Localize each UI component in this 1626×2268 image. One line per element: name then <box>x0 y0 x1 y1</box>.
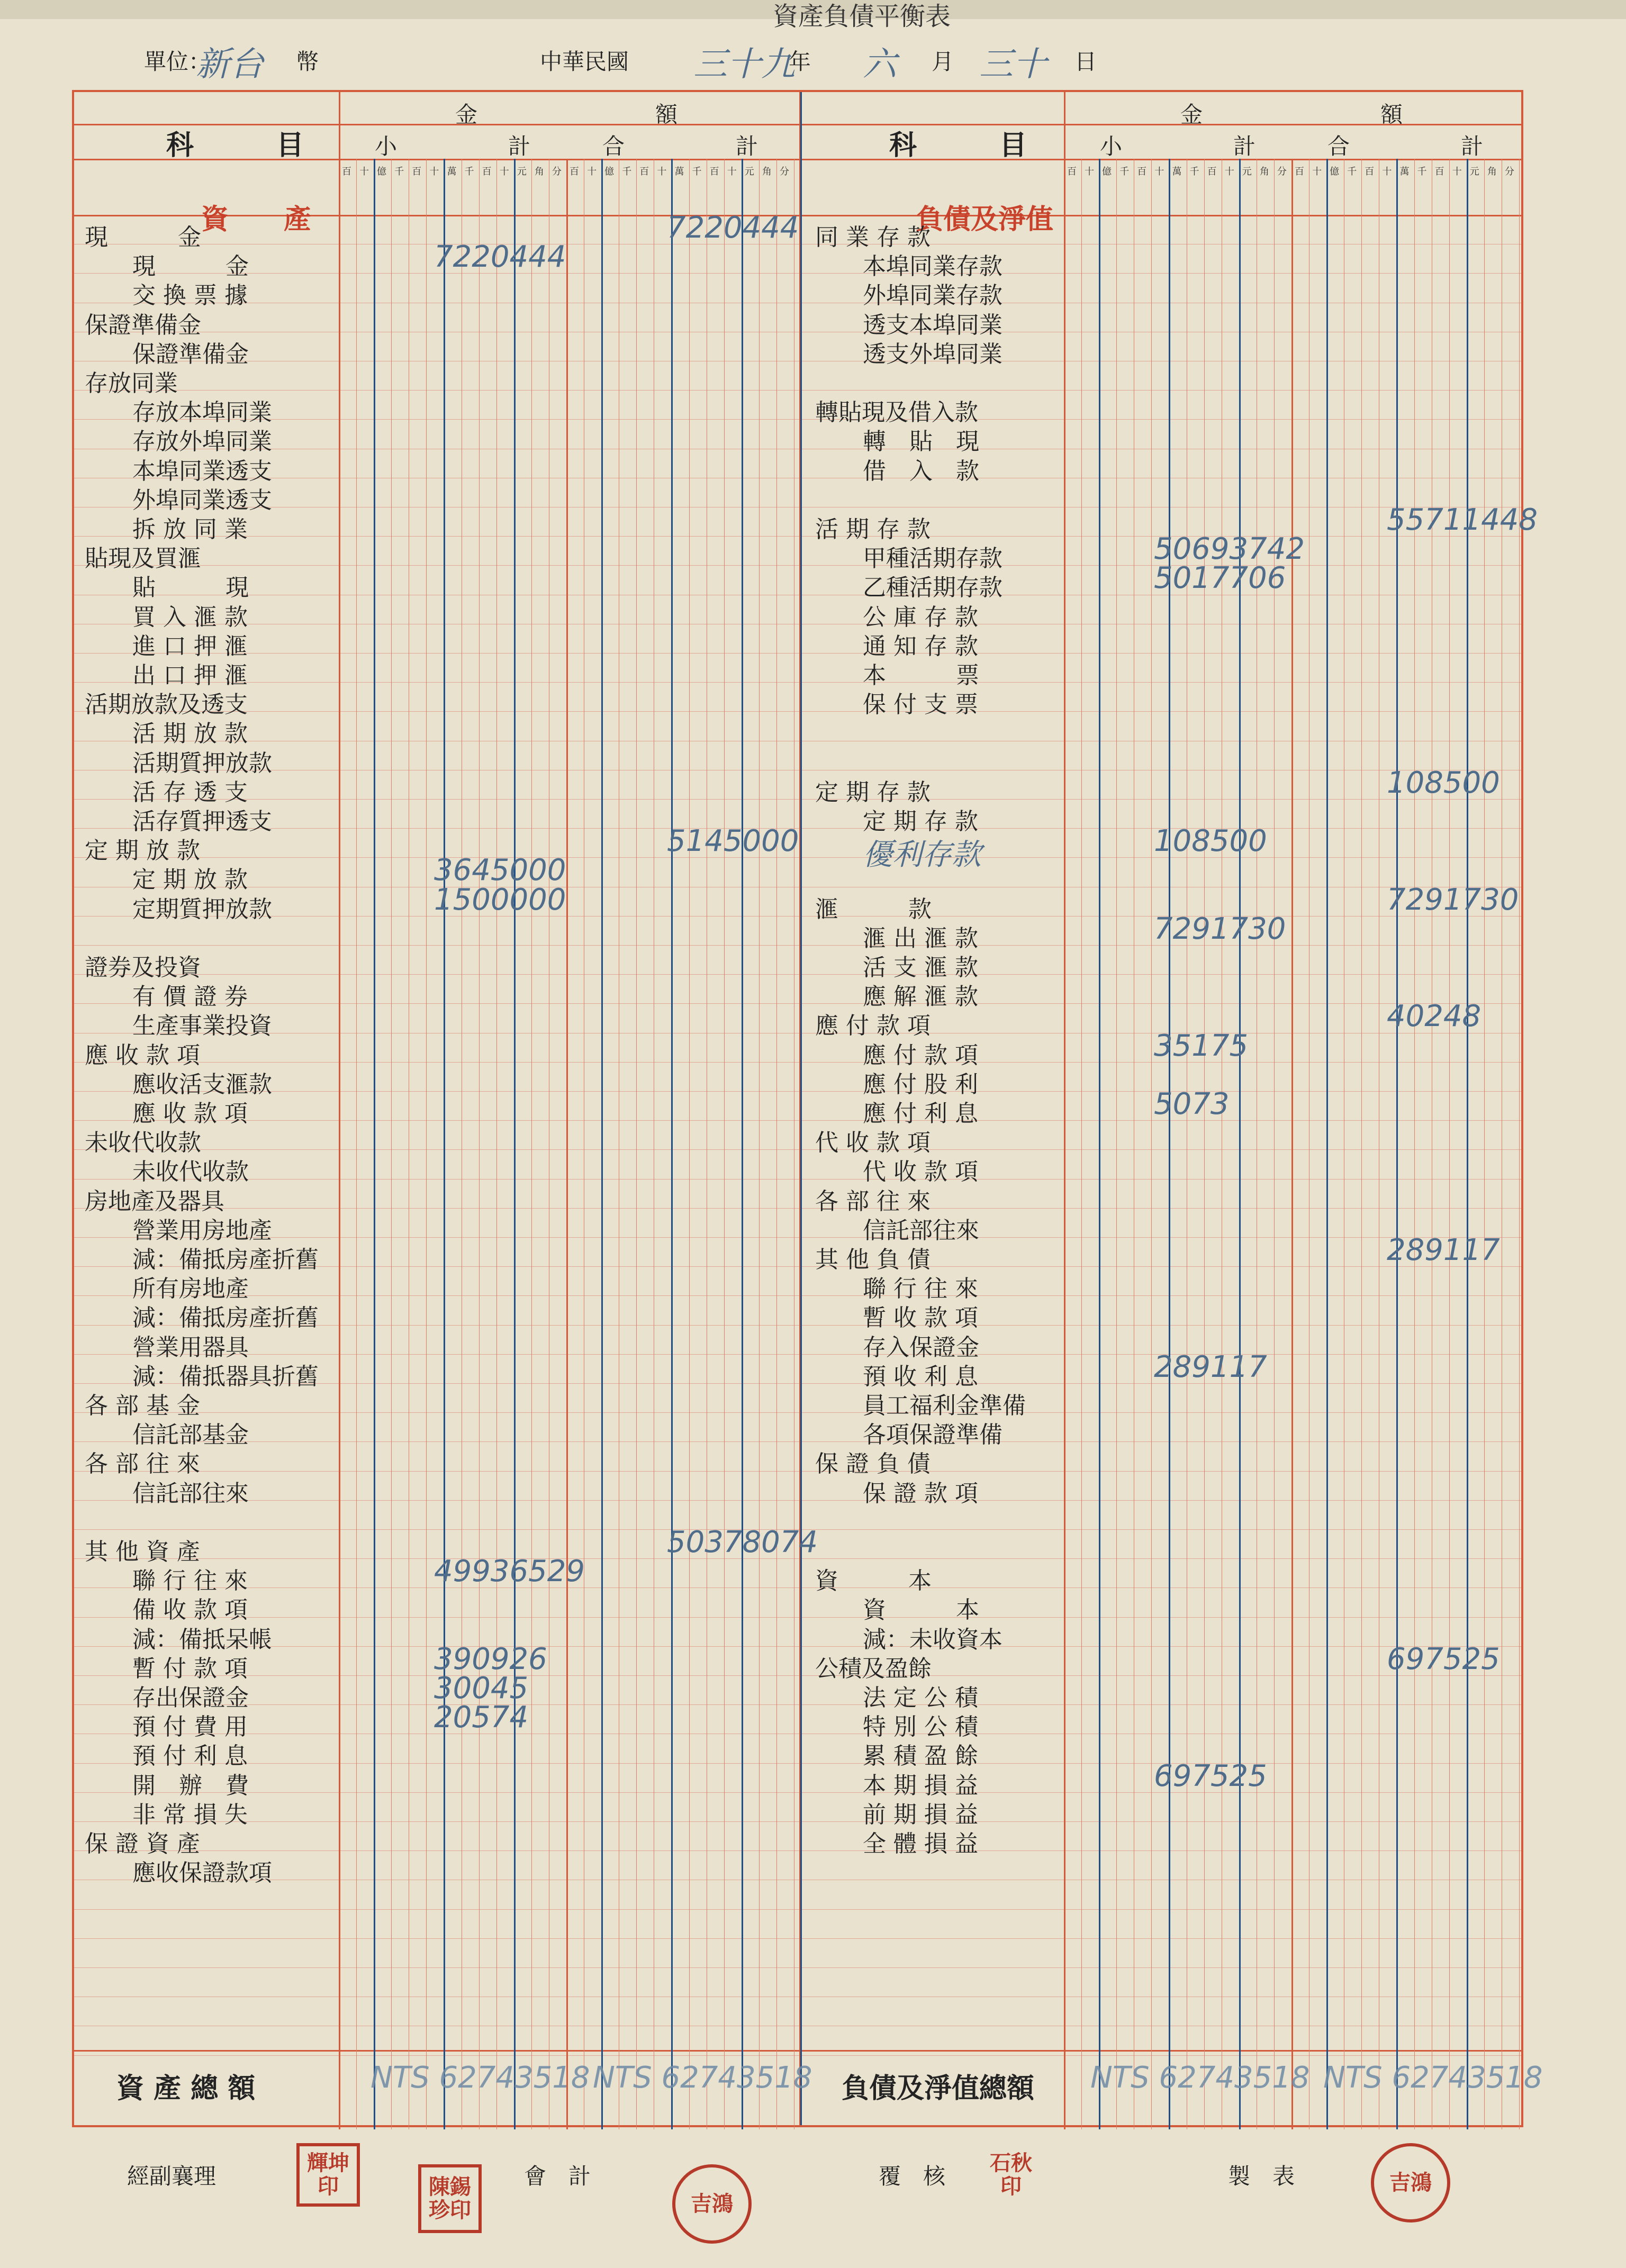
digit-label: 千 <box>1417 166 1427 177</box>
row-rule <box>74 799 1521 800</box>
digit-label: 億 <box>1102 166 1112 177</box>
digit-label: 十 <box>1452 166 1462 177</box>
digit-label: 萬 <box>1172 166 1182 177</box>
row-rule <box>74 916 1521 917</box>
digit-label: 百 <box>709 166 719 177</box>
row-label: 代 收 款 項 <box>815 1129 931 1157</box>
row-label: 存放本埠同業 <box>132 399 272 427</box>
reviewer-seal: 石秋印 <box>990 2151 1032 2199</box>
row-rule <box>74 419 1521 420</box>
row-total: 40248 <box>1387 999 1482 1034</box>
digit-label: 億 <box>377 166 387 177</box>
row-label: 預 收 利 息 <box>863 1363 978 1390</box>
row-label: 外埠同業存款 <box>863 282 1002 310</box>
row-label: 資 本 <box>815 1567 932 1595</box>
row-label: 甲種活期存款 <box>863 545 1002 573</box>
digit-rule <box>426 159 427 2129</box>
digit-label: 千 <box>394 166 404 177</box>
row-label: 存入保證金 <box>863 1333 979 1361</box>
row-rule <box>74 1179 1521 1180</box>
digit-label: 百 <box>1207 166 1217 177</box>
row-label: 保 證 款 項 <box>863 1480 978 1507</box>
row-label: 定 期 存 款 <box>863 808 978 835</box>
digit-rule <box>1151 159 1152 2129</box>
row-label: 本 期 損 益 <box>863 1772 978 1799</box>
digit-label: 千 <box>1189 166 1199 177</box>
digit-label: 元 <box>1242 166 1252 177</box>
row-label: 轉 貼 現 <box>863 428 979 456</box>
liabilities-total-total: NTS 62743518 <box>1323 2061 1543 2095</box>
row-label: 各 部 基 金 <box>85 1392 200 1419</box>
seal-stamp: 陳錫珍印 <box>418 2164 482 2233</box>
row-label: 本 票 <box>863 662 979 689</box>
digit-rule <box>636 159 637 2129</box>
digit-label: 百 <box>412 166 422 177</box>
row-rule <box>74 1938 1521 1939</box>
digit-rule <box>1414 159 1415 2129</box>
digit-label: 百 <box>482 166 492 177</box>
row-label: 其 他 負 債 <box>815 1246 931 1273</box>
column-rule <box>1064 92 1065 2125</box>
row-rule <box>74 1646 1521 1647</box>
row-subtotal: 5017706 <box>1154 561 1286 596</box>
row-label: 減：備抵器具折舊 <box>132 1363 319 1390</box>
row-rule <box>74 1003 1521 1004</box>
digit-rule <box>671 159 673 2129</box>
row-rule <box>74 1500 1521 1501</box>
subtotal-header-left: 小 計 <box>374 133 530 159</box>
date-prefix: 中華民國 <box>540 49 629 75</box>
row-label: 法 定 公 積 <box>863 1684 978 1711</box>
digit-rule <box>742 159 743 2129</box>
row-subtotal: 3645000 <box>434 853 566 888</box>
row-label: 保 付 支 票 <box>863 691 978 719</box>
account-header-right: 科 目 <box>889 129 1027 161</box>
row-label: 存出保證金 <box>132 1684 249 1711</box>
row-label: 優利存款 <box>863 838 981 873</box>
digit-rule <box>1361 159 1362 2129</box>
digit-rule <box>1449 159 1450 2129</box>
row-label: 應收保證款項 <box>132 1859 272 1887</box>
liabilities-total-sub: NTS 62743518 <box>1090 2061 1310 2095</box>
row-label: 應收活支滙款 <box>132 1071 272 1098</box>
row-label: 保 證 負 債 <box>815 1450 931 1478</box>
row-subtotal: 5073 <box>1154 1087 1230 1121</box>
row-rule <box>74 1412 1521 1413</box>
row-label: 聯 行 往 來 <box>863 1275 978 1303</box>
accountant-label: 會 計 <box>524 2163 591 2189</box>
row-total: 7291730 <box>1387 882 1519 917</box>
digit-rule <box>531 159 532 2129</box>
row-label: 證券及投資 <box>85 954 201 981</box>
row-rule <box>74 1792 1521 1793</box>
header-rule <box>74 2050 1521 2052</box>
row-rule <box>74 945 1521 946</box>
row-rule <box>74 1208 1521 1209</box>
row-label: 減：備抵房產折舊 <box>132 1246 319 1273</box>
assets-total-sub: NTS 62743518 <box>371 2061 590 2095</box>
digit-label: 元 <box>744 166 754 177</box>
month-label: 月 <box>932 49 954 75</box>
row-rule <box>74 1617 1521 1618</box>
reviewer-label: 覆 核 <box>879 2163 946 2189</box>
row-label: 特 別 公 積 <box>863 1713 978 1741</box>
row-label: 減：備抵呆帳 <box>132 1626 272 1653</box>
row-rule <box>74 711 1521 712</box>
year-value: 三十九 <box>693 45 795 84</box>
row-rule <box>74 1763 1521 1764</box>
digit-label: 十 <box>727 166 737 177</box>
row-label: 活期質押放款 <box>132 749 272 777</box>
digit-label: 角 <box>534 166 544 177</box>
unit-suffix: 幣 <box>296 49 319 75</box>
digit-label: 十 <box>1312 166 1322 177</box>
digit-label: 十 <box>1085 166 1095 177</box>
row-rule <box>74 1295 1521 1296</box>
digit-label: 元 <box>517 166 527 177</box>
row-label: 公積及盈餘 <box>815 1655 932 1682</box>
digit-label: 百 <box>342 166 351 177</box>
unit-value: 新台 <box>196 45 264 84</box>
row-label: 借 入 款 <box>863 457 979 485</box>
digit-rule <box>444 159 445 2129</box>
digit-rule <box>1467 159 1468 2129</box>
row-rule <box>74 1587 1521 1588</box>
row-total: 289117 <box>1387 1233 1500 1267</box>
row-label: 保證準備金 <box>132 340 249 368</box>
accountant-seal: 吉鴻 <box>672 2164 752 2244</box>
row-subtotal: 7291730 <box>1154 911 1286 946</box>
row-total: 55711448 <box>1387 503 1538 537</box>
row-subtotal: 289117 <box>1154 1349 1267 1384</box>
digit-label: 千 <box>692 166 702 177</box>
digit-label: 分 <box>1504 166 1514 177</box>
digit-label: 十 <box>499 166 509 177</box>
row-label: 營業用器具 <box>132 1333 249 1361</box>
row-label: 代 收 款 項 <box>863 1158 978 1186</box>
row-rule <box>74 1120 1521 1121</box>
row-total: 7220444 <box>667 211 799 245</box>
digit-label: 億 <box>604 166 615 177</box>
digit-rule <box>1204 159 1205 2129</box>
row-label: 存放外埠同業 <box>132 428 272 456</box>
digit-rule <box>356 159 357 2129</box>
ledger-frame <box>72 90 1543 2127</box>
liabilities-heading: 負債及淨值 <box>916 203 1054 235</box>
digit-label: 角 <box>762 166 772 177</box>
row-label: 交 換 票 據 <box>132 282 248 310</box>
digit-label: 千 <box>1347 166 1357 177</box>
digit-label: 十 <box>429 166 439 177</box>
row-subtotal: 35175 <box>1154 1028 1249 1063</box>
row-label: 乙種活期存款 <box>863 574 1002 602</box>
row-label: 活存質押透支 <box>132 808 272 835</box>
row-subtotal: 49936529 <box>434 1554 585 1589</box>
row-label: 外埠同業透支 <box>132 486 272 514</box>
row-total: 108500 <box>1387 765 1500 800</box>
assets-total-label: 資 產 總 額 <box>116 2072 256 2104</box>
digit-label: 萬 <box>1399 166 1410 177</box>
digit-label: 十 <box>587 166 597 177</box>
row-label: 有 價 證 券 <box>132 983 248 1011</box>
row-label: 應 付 款 項 <box>815 1012 931 1040</box>
digit-rule <box>1116 159 1117 2129</box>
row-label: 備 收 款 項 <box>132 1596 248 1624</box>
digit-rule <box>1484 159 1485 2129</box>
row-label: 同 業 存 款 <box>815 224 931 251</box>
day-label: 日 <box>1074 49 1097 75</box>
row-rule <box>74 1967 1521 1968</box>
digit-rule <box>391 159 392 2129</box>
digit-label: 億 <box>1330 166 1340 177</box>
row-label: 員工福利金準備 <box>863 1392 1026 1419</box>
row-label: 全 體 損 益 <box>863 1830 978 1857</box>
digit-rule <box>601 159 603 2129</box>
row-label: 開 辦 費 <box>132 1772 249 1799</box>
assets-total-total: NTS 62743518 <box>593 2061 812 2095</box>
total-header-left: 合 計 <box>602 133 758 159</box>
row-rule <box>74 1821 1521 1822</box>
digit-label: 百 <box>639 166 649 177</box>
row-label: 應 收 款 項 <box>132 1100 248 1127</box>
amount-header-left: 金 額 <box>455 102 678 128</box>
digit-label: 元 <box>1469 166 1479 177</box>
row-label: 活期放款及透支 <box>85 691 248 719</box>
row-label: 存放同業 <box>85 370 178 397</box>
digit-label: 萬 <box>447 166 457 177</box>
digit-label: 十 <box>1382 166 1392 177</box>
row-rule <box>74 682 1521 683</box>
row-label: 暫 收 款 項 <box>863 1304 978 1332</box>
row-label: 保 證 資 產 <box>85 1830 200 1857</box>
row-rule <box>74 1149 1521 1150</box>
row-rule <box>74 273 1521 274</box>
row-label: 滙 出 滙 款 <box>863 924 978 952</box>
row-label: 定期質押放款 <box>132 895 272 923</box>
row-label: 暫 付 款 項 <box>132 1655 248 1682</box>
digit-rule <box>1239 159 1241 2129</box>
row-label: 貼現及買滙 <box>85 545 201 573</box>
amount-header-right: 金 額 <box>1180 102 1403 128</box>
row-label: 減：備抵房產折舊 <box>132 1304 319 1332</box>
digit-label: 百 <box>1434 166 1444 177</box>
column-rule <box>339 92 340 2125</box>
row-label: 其 他 資 產 <box>85 1538 200 1565</box>
row-label: 進 口 押 滙 <box>132 632 248 660</box>
digit-rule <box>1169 159 1170 2129</box>
digit-rule <box>1519 159 1520 2129</box>
row-subtotal: 50693742 <box>1154 532 1305 567</box>
row-subtotal: 108500 <box>1154 824 1267 859</box>
row-label: 活 期 放 款 <box>132 720 248 748</box>
row-label: 本埠同業存款 <box>863 253 1002 280</box>
row-label: 定 期 放 款 <box>132 866 248 894</box>
digit-rule <box>1291 159 1293 2129</box>
year-label: 年 <box>789 49 811 75</box>
digit-label: 角 <box>1487 166 1497 177</box>
row-rule <box>74 653 1521 654</box>
row-label: 透支外埠同業 <box>863 340 1002 368</box>
row-label: 預 付 利 息 <box>132 1743 248 1770</box>
row-rule <box>74 1704 1521 1705</box>
preparer-seal: 吉鴻 <box>1371 2143 1450 2222</box>
row-rule <box>74 1850 1521 1851</box>
row-rule <box>74 1354 1521 1355</box>
row-label: 資 本 <box>863 1596 979 1624</box>
row-subtotal: 7220444 <box>434 240 566 275</box>
digit-label: 萬 <box>674 166 684 177</box>
row-rule <box>74 1062 1521 1063</box>
row-label: 貼 現 <box>132 574 249 602</box>
row-label: 前 期 損 益 <box>863 1801 978 1828</box>
month-value: 六 <box>863 45 897 84</box>
row-label: 應 付 股 利 <box>863 1071 978 1098</box>
digit-rule <box>566 159 568 2129</box>
manager-label: 經副襄理 <box>127 2163 216 2189</box>
total-header-right: 合 計 <box>1327 133 1483 159</box>
unit-label: 單位： <box>144 49 211 75</box>
row-subtotal: 390926 <box>434 1641 547 1676</box>
row-rule <box>74 390 1521 391</box>
row-rule <box>74 1675 1521 1676</box>
center-rule <box>800 92 802 2125</box>
digit-label: 百 <box>1295 166 1304 177</box>
digit-rule <box>759 159 760 2129</box>
row-label: 非 常 損 失 <box>132 1801 248 1828</box>
digit-label: 十 <box>657 166 667 177</box>
row-label: 活 支 滙 款 <box>863 954 978 981</box>
row-rule <box>74 1909 1521 1910</box>
digit-rule <box>724 159 725 2129</box>
row-label: 定 期 存 款 <box>815 778 931 806</box>
row-label: 聯 行 往 來 <box>132 1567 248 1595</box>
row-label: 現 金 <box>85 224 201 251</box>
top-title-strip <box>0 0 1626 31</box>
liabilities-total-label: 負債及淨值總額 <box>842 2072 1035 2104</box>
row-label: 信託部往來 <box>132 1480 249 1507</box>
digit-label: 千 <box>464 166 474 177</box>
manager-seal: 輝坤印 <box>296 2143 360 2207</box>
row-subtotal: 20574 <box>434 1700 529 1735</box>
digit-rule <box>374 159 375 2129</box>
row-label: 出 口 押 滙 <box>132 662 248 689</box>
digit-rule <box>514 159 516 2129</box>
assets-heading: 資 產 <box>201 203 312 235</box>
digit-rule <box>479 159 480 2129</box>
row-label: 應 付 利 息 <box>863 1100 978 1127</box>
row-label: 公 庫 存 款 <box>863 603 978 631</box>
row-total: 50378074 <box>667 1525 818 1559</box>
row-rule <box>74 1471 1521 1472</box>
digit-rule <box>1274 159 1275 2129</box>
digit-rule <box>496 159 497 2129</box>
row-label: 營業用房地產 <box>132 1217 272 1244</box>
subtotal-header-right: 小 計 <box>1099 133 1255 159</box>
row-label: 本埠同業透支 <box>132 457 272 485</box>
digit-label: 十 <box>1154 166 1164 177</box>
row-label: 各項保證準備 <box>863 1421 1002 1449</box>
row-total: 697525 <box>1387 1641 1500 1676</box>
digit-label: 千 <box>1119 166 1130 177</box>
row-label: 減：未收資本 <box>863 1626 1002 1653</box>
digit-rule <box>689 159 690 2129</box>
digit-rule <box>776 159 777 2129</box>
row-label: 應 收 款 項 <box>85 1041 200 1069</box>
row-label: 信託部基金 <box>132 1421 249 1449</box>
row-label: 未收代收款 <box>132 1158 249 1186</box>
row-total: 5145000 <box>667 824 799 859</box>
day-value: 三十 <box>979 45 1047 84</box>
row-label: 各 部 往 來 <box>85 1450 200 1478</box>
row-label: 透支本埠同業 <box>863 311 1002 339</box>
row-label: 買 入 滙 款 <box>132 603 248 631</box>
digit-rule <box>1326 159 1328 2129</box>
form-title: 資產負債平衡表 <box>773 2 951 31</box>
row-subtotal: 697525 <box>1154 1758 1267 1793</box>
row-rule <box>74 2055 1521 2056</box>
digit-label: 分 <box>779 166 789 177</box>
row-label: 各 部 往 來 <box>815 1187 931 1215</box>
row-subtotal: 1500000 <box>434 882 566 917</box>
digit-rule <box>1099 159 1100 2129</box>
row-subtotal: 30045 <box>434 1671 529 1705</box>
digit-label: 十 <box>1224 166 1234 177</box>
preparer-label: 製 表 <box>1228 2163 1295 2189</box>
digit-label: 千 <box>622 166 632 177</box>
row-label: 信託部往來 <box>863 1217 979 1244</box>
row-rule <box>74 974 1521 975</box>
digit-rule <box>1396 159 1398 2129</box>
row-label: 房地產及器具 <box>85 1187 224 1215</box>
row-label: 拆 放 同 業 <box>132 516 248 543</box>
row-label: 應 解 滙 款 <box>863 983 978 1011</box>
digit-label: 百 <box>1067 166 1077 177</box>
row-label: 保證準備金 <box>85 311 201 339</box>
digit-label: 百 <box>1365 166 1375 177</box>
digit-label: 分 <box>1277 166 1287 177</box>
digit-label: 十 <box>359 166 369 177</box>
row-label: 累 積 盈 餘 <box>863 1743 978 1770</box>
row-label: 定 期 放 款 <box>85 837 200 865</box>
row-label: 預 付 費 用 <box>132 1713 248 1741</box>
row-label: 滙 款 <box>815 895 932 923</box>
digit-label: 百 <box>570 166 579 177</box>
row-label: 生產事業投資 <box>132 1012 272 1040</box>
row-label: 通 知 存 款 <box>863 632 978 660</box>
row-label: 現 金 <box>132 253 249 280</box>
row-label: 應 付 款 項 <box>863 1041 978 1069</box>
row-label: 所有房地產 <box>132 1275 249 1303</box>
row-rule <box>74 1091 1521 1092</box>
digit-label: 分 <box>552 166 562 177</box>
digit-label: 百 <box>1137 166 1147 177</box>
row-label: 轉貼現及借入款 <box>815 399 978 427</box>
row-rule <box>74 1441 1521 1442</box>
digit-rule <box>1081 159 1082 2129</box>
row-label: 未收代收款 <box>85 1129 201 1157</box>
account-header-left: 科 目 <box>166 129 304 161</box>
digit-label: 角 <box>1259 166 1269 177</box>
row-label: 活 期 存 款 <box>815 516 931 543</box>
row-rule <box>74 1237 1521 1238</box>
row-label: 活 存 透 支 <box>132 778 248 806</box>
